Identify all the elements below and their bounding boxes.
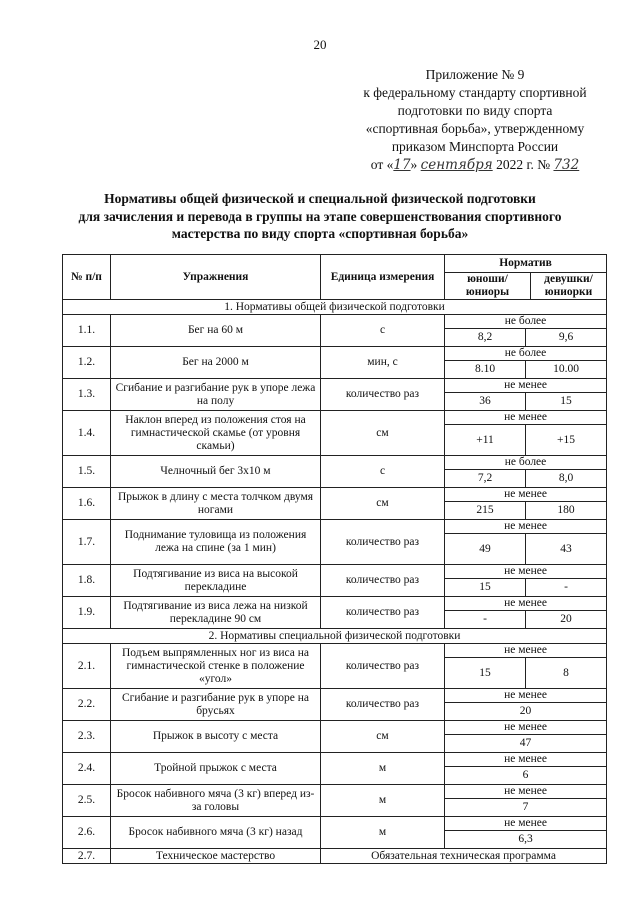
table-row [63, 379, 607, 411]
row-exercise: Бросок набивного мяча (3 кг) назад [111, 817, 321, 849]
date-year: 2022 г. № [496, 157, 551, 172]
row-exercise: Наклон вперед из положения стоя на гимнастической скамье (от уровня скамьи) [111, 411, 321, 456]
norm-boys: 15 [479, 667, 491, 679]
row-number: 1.2. [63, 347, 111, 379]
norms-table [62, 254, 607, 864]
table-row [63, 347, 607, 379]
row-norm [445, 644, 607, 689]
header-unit: Единица измерения [321, 255, 445, 300]
row-norm [445, 379, 607, 411]
row-unit: см [321, 488, 445, 520]
row-number: 1.4. [63, 411, 111, 456]
norm-condition: не более [445, 347, 606, 361]
norm-girls: 9,6 [525, 329, 606, 346]
norm-value: 6 [522, 769, 529, 781]
norm-boys: 36 [479, 395, 491, 407]
row-unit: количество раз [321, 689, 445, 721]
row-number: 1.6. [63, 488, 111, 520]
appendix-line: к федеральному стандарту спортивной [363, 85, 587, 100]
row-unit: количество раз [321, 644, 445, 689]
norm-condition: не менее [445, 488, 606, 502]
row-number: 2.2. [63, 689, 111, 721]
table-row [63, 644, 607, 689]
row-number: 1.5. [63, 456, 111, 488]
table-row [63, 597, 607, 629]
row-number: 2.5. [63, 785, 111, 817]
table-row [63, 849, 607, 864]
header-exercise: Упражнения [111, 255, 321, 300]
norm-condition: не менее [445, 411, 606, 425]
document-title [30, 190, 610, 243]
row-exercise: Подъем выпрямленных ног из виса на гимнастической стенке в положение «угол» [111, 644, 321, 689]
row-unit: количество раз [321, 597, 445, 629]
norm-condition: не менее [445, 565, 606, 579]
row-norm [445, 411, 607, 456]
norm-boys: 49 [479, 543, 491, 555]
row-unit: см [321, 721, 445, 753]
norm-value: 20 [519, 705, 532, 717]
row-exercise: Сгибание и разгибание рук в упоре на брусьях [111, 689, 321, 721]
norm-boys: - [483, 613, 487, 625]
row-unit: количество раз [321, 565, 445, 597]
norm-girls: 43 [525, 534, 606, 564]
header-num: № п/п [63, 255, 111, 300]
appendix-date [340, 156, 610, 174]
norm-boys: 7,2 [477, 472, 493, 484]
table-row [63, 817, 607, 849]
norm-girls: 15 [525, 393, 606, 410]
norm-value: 7 [522, 801, 529, 813]
row-number: 1.1. [63, 315, 111, 347]
row-exercise: Прыжок в высоту с места [111, 721, 321, 753]
appendix-line: Приложение № 9 [425, 67, 525, 82]
norm-girls: 8 [525, 658, 606, 688]
norm-girls: - [525, 579, 606, 596]
norm-condition: не более [445, 315, 606, 329]
row-exercise: Прыжок в длину с места толчком двумя ногами [111, 488, 321, 520]
row-unit: см [321, 411, 445, 456]
norm-condition: не более [445, 456, 606, 470]
norm-condition: не менее [445, 689, 606, 703]
norm-girls: 20 [525, 611, 606, 628]
row-unit: с [321, 315, 445, 347]
row-norm [445, 721, 607, 753]
page-number: 20 [313, 37, 327, 52]
row-exercise: Челночный бег 3х10 м [111, 456, 321, 488]
row-number: 2.4. [63, 753, 111, 785]
norm-boys: 15 [479, 581, 491, 593]
norm-boys: 215 [476, 504, 494, 516]
appendix-line: подготовки по виду спорта [397, 103, 553, 118]
row-unit: количество раз [321, 520, 445, 565]
quote-close: » [410, 157, 418, 172]
table-row [63, 689, 607, 721]
row-norm [445, 565, 607, 597]
norm-boys: 8.10 [474, 363, 496, 375]
norm-girls: 8,0 [525, 470, 606, 487]
row-norm [445, 753, 607, 785]
row-number: 2.1. [63, 644, 111, 689]
section-title: 2. Нормативы специальной физической подготовки [63, 629, 607, 644]
row-exercise: Техническое мастерство [111, 849, 321, 864]
table-row [63, 565, 607, 597]
row-norm [445, 456, 607, 488]
row-norm [445, 347, 607, 379]
row-unit: м [321, 753, 445, 785]
norm-boys: +11 [476, 434, 494, 446]
row-norm [445, 689, 607, 721]
norm-condition: не менее [445, 753, 606, 767]
date-day: 17 [393, 157, 411, 173]
row-number: 1.3. [63, 379, 111, 411]
norm-boys: 8,2 [477, 331, 493, 343]
header-norm: Норматив [445, 255, 607, 273]
table-row [63, 488, 607, 520]
title-line: Нормативы общей физической и специальной физической подготовки [104, 191, 536, 206]
row-exercise: Подтягивание из виса лежа на низкой перекладине 90 см [111, 597, 321, 629]
row-unit: м [321, 817, 445, 849]
row-exercise: Бег на 2000 м [111, 347, 321, 379]
row-unit: мин, с [321, 347, 445, 379]
section-title: 1. Нормативы общей физической подготовки [63, 300, 607, 315]
row-number: 2.6. [63, 817, 111, 849]
row-norm [445, 488, 607, 520]
row-number: 1.8. [63, 565, 111, 597]
appendix-block [340, 66, 610, 174]
table-row [63, 721, 607, 753]
norm-value: 47 [519, 737, 532, 749]
row-exercise: Подтягивание из виса на высокой перекладине [111, 565, 321, 597]
table-row [63, 753, 607, 785]
row-norm [445, 785, 607, 817]
table-row [63, 456, 607, 488]
row-number: 1.7. [63, 520, 111, 565]
header-girls: девушки/ юниорки [531, 273, 607, 300]
date-prefix: от « [370, 157, 394, 172]
norm-condition: не менее [445, 644, 606, 658]
row-norm [445, 315, 607, 347]
norm-condition: не менее [445, 379, 606, 393]
row-exercise: Тройной прыжок с места [111, 753, 321, 785]
table-row [63, 520, 607, 565]
row-number: 2.7. [63, 849, 111, 864]
norm-condition: не менее [445, 721, 606, 735]
row-norm [445, 817, 607, 849]
row-exercise: Сгибание и разгибание рук в упоре лежа на полу [111, 379, 321, 411]
header-boys: юноши/ юниоры [445, 273, 531, 300]
norm-condition: не менее [445, 597, 606, 611]
norm-girls: +15 [525, 425, 606, 455]
row-number: 1.9. [63, 597, 111, 629]
row-unit: м [321, 785, 445, 817]
appendix-line: приказом Минспорта России [391, 139, 559, 154]
table-row [63, 785, 607, 817]
date-month: сентября [420, 157, 493, 173]
row-number: 2.3. [63, 721, 111, 753]
norm-condition: не менее [445, 520, 606, 534]
table-row [63, 315, 607, 347]
row-exercise: Бег на 60 м [111, 315, 321, 347]
norm-girls: 180 [525, 502, 606, 519]
row-unit: количество раз [321, 379, 445, 411]
row-exercise: Бросок набивного мяча (3 кг) вперед из-за головы [111, 785, 321, 817]
row-exercise: Поднимание туловища из положения лежа на спине (за 1 мин) [111, 520, 321, 565]
table-row [63, 411, 607, 456]
title-line: для зачисления и перевода в группы на этапе совершенствования спортивного [78, 208, 562, 224]
order-number: 732 [553, 157, 580, 173]
norm-condition: не менее [445, 817, 606, 831]
norm-value: 6,3 [518, 833, 533, 845]
row-norm [445, 597, 607, 629]
appendix-line: «спортивная борьба», утвержденному [365, 121, 585, 136]
norm-girls: 10.00 [525, 361, 606, 378]
row-unit: с [321, 456, 445, 488]
norm-condition: не менее [445, 785, 606, 799]
title-line: мастерства по виду спорта «спортивная борьба» [171, 226, 469, 241]
table-body [63, 300, 607, 864]
row-norm: Обязательная техническая программа [321, 849, 607, 864]
row-norm [445, 520, 607, 565]
